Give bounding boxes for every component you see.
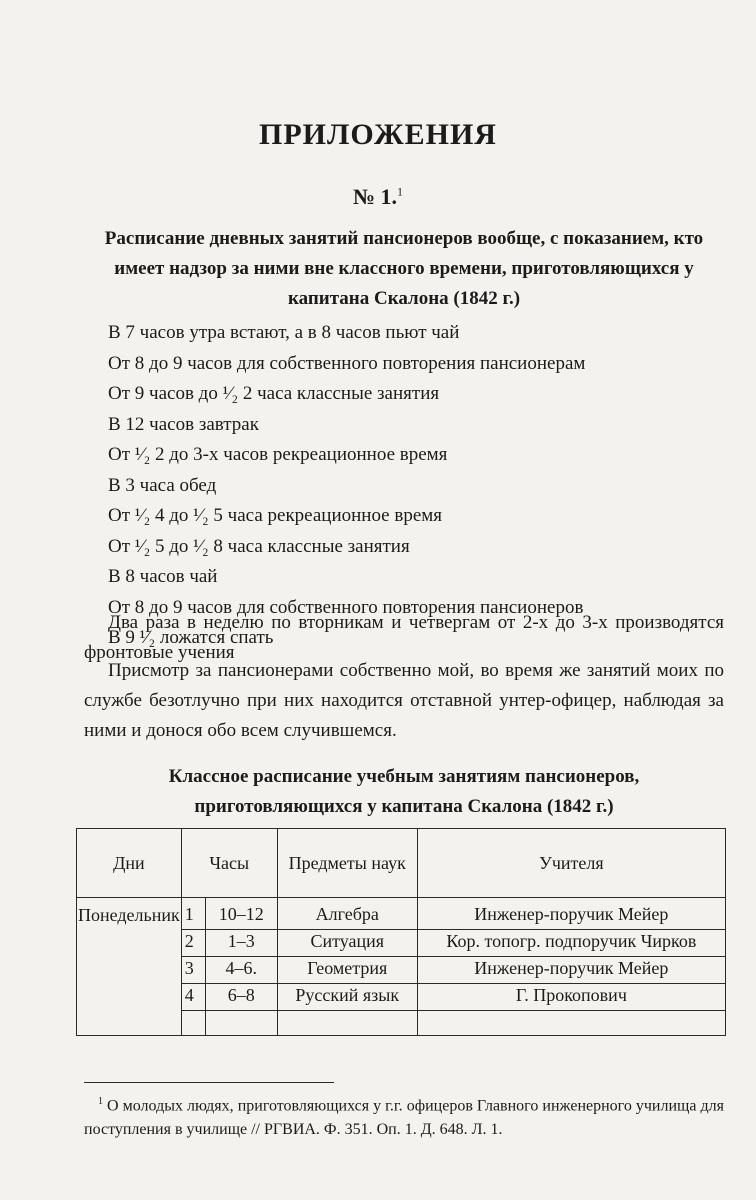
schedule-line: В 9 ¹⁄₂ ложатся спать (108, 627, 274, 648)
lesson-teacher: Г. Прокопович (417, 984, 725, 1011)
schedule-line: От 8 до 9 часов для собственного повторения пансионерам (108, 352, 586, 374)
lesson-hours: 6–8 (205, 984, 277, 1011)
day-cell (77, 898, 182, 1036)
schedule-line: От ¹⁄₂ 5 до ¹⁄₂ 8 часа классные занятия (108, 535, 410, 557)
lesson-hours: 1–3 (205, 930, 277, 957)
schedule-line: От 9 часов до ¹⁄₂ 2 часа классные занятия (108, 383, 440, 404)
footnote (84, 1090, 724, 1142)
lesson-teacher: Инженер-поручик Мейер (417, 957, 725, 984)
daily-schedule-list (108, 318, 728, 654)
footnote-divider (84, 1082, 334, 1083)
timetable-title: Классное расписание учебным занятиям пансионеров, приготовляющихся у капитана Скалона (1842 г.) (168, 766, 640, 817)
lesson-teacher: Инженер-поручик Мейер (417, 898, 725, 930)
schedule-line: От ¹⁄₂ 2 до 3-х часов рекреационное время (108, 444, 448, 465)
footnote-reference: 1 (397, 184, 404, 199)
empty-cell (417, 1011, 725, 1036)
lesson-teacher: Кор. топогр. подпоручик Чирков (417, 930, 725, 957)
document-number (0, 184, 756, 210)
lesson-subject: Ситуация (277, 930, 417, 957)
header-subjects: Предметы наук (277, 829, 417, 898)
header-days: Дни (77, 829, 182, 898)
schedule-line: В 12 часов завтрак (108, 413, 259, 435)
appendices-heading: ПРИЛОЖЕНИЯ (259, 118, 497, 151)
lesson-subject: Геометрия (277, 957, 417, 984)
empty-cell (181, 1011, 205, 1036)
lesson-number: 1 (181, 898, 205, 930)
supervision-paragraph: Присмотр за пансионерами собственно мой, во время же занятий моих по службе безотлучно при них находится отставной унтер-офицер, наблюдая за ними и донося обо всем случившемся. (84, 660, 724, 741)
schedule-line: В 8 часов чай (108, 566, 218, 587)
empty-cell (205, 1011, 277, 1036)
table-row (77, 898, 726, 930)
schedule-line: В 3 часа обед (108, 474, 217, 496)
lesson-hours: 4–6. (205, 957, 277, 984)
table-header-row (77, 829, 726, 898)
lesson-subject: Русский язык (277, 984, 417, 1011)
class-timetable (76, 828, 726, 1036)
drill-paragraph: Два раза в неделю по вторникам и четвергам от 2-х до 3-х производятся фронтовые учения (84, 612, 724, 663)
schedule-line: От 8 до 9 часов для собственного повторения пансионеров (108, 596, 584, 618)
header-hours: Часы (181, 829, 277, 898)
schedule-line: От ¹⁄₂ 4 до ¹⁄₂ 5 часа рекреационное время (108, 505, 443, 526)
footnote-text: О молодых людях, приготовляющихся у г.г. офицеров Главного инженерного училища для поступления в училище // РГВИА. Ф. 351. Оп. 1. Д. 648. Л. 1. (84, 1097, 724, 1139)
day-label: Понедельник (78, 905, 180, 925)
lesson-number: 2 (181, 930, 205, 957)
empty-cell (277, 1011, 417, 1036)
document-number-text: № 1. (352, 184, 398, 209)
schedule-line: В 7 часов утра встают, а в 8 часов пьют чай (108, 322, 460, 343)
lesson-number: 3 (181, 957, 205, 984)
lesson-subject: Алгебра (277, 898, 417, 930)
footnote-mark: 1 (98, 1096, 103, 1107)
header-teachers: Учителя (417, 829, 725, 898)
document-title: Расписание дневных занятий пансионеров вообще, с показанием, кто имеет надзор за ними вне классного времени, приготовляющихся у капитана Скалона (1842 г.) (104, 228, 704, 309)
lesson-number: 4 (181, 984, 205, 1011)
lesson-hours: 10–12 (205, 898, 277, 930)
